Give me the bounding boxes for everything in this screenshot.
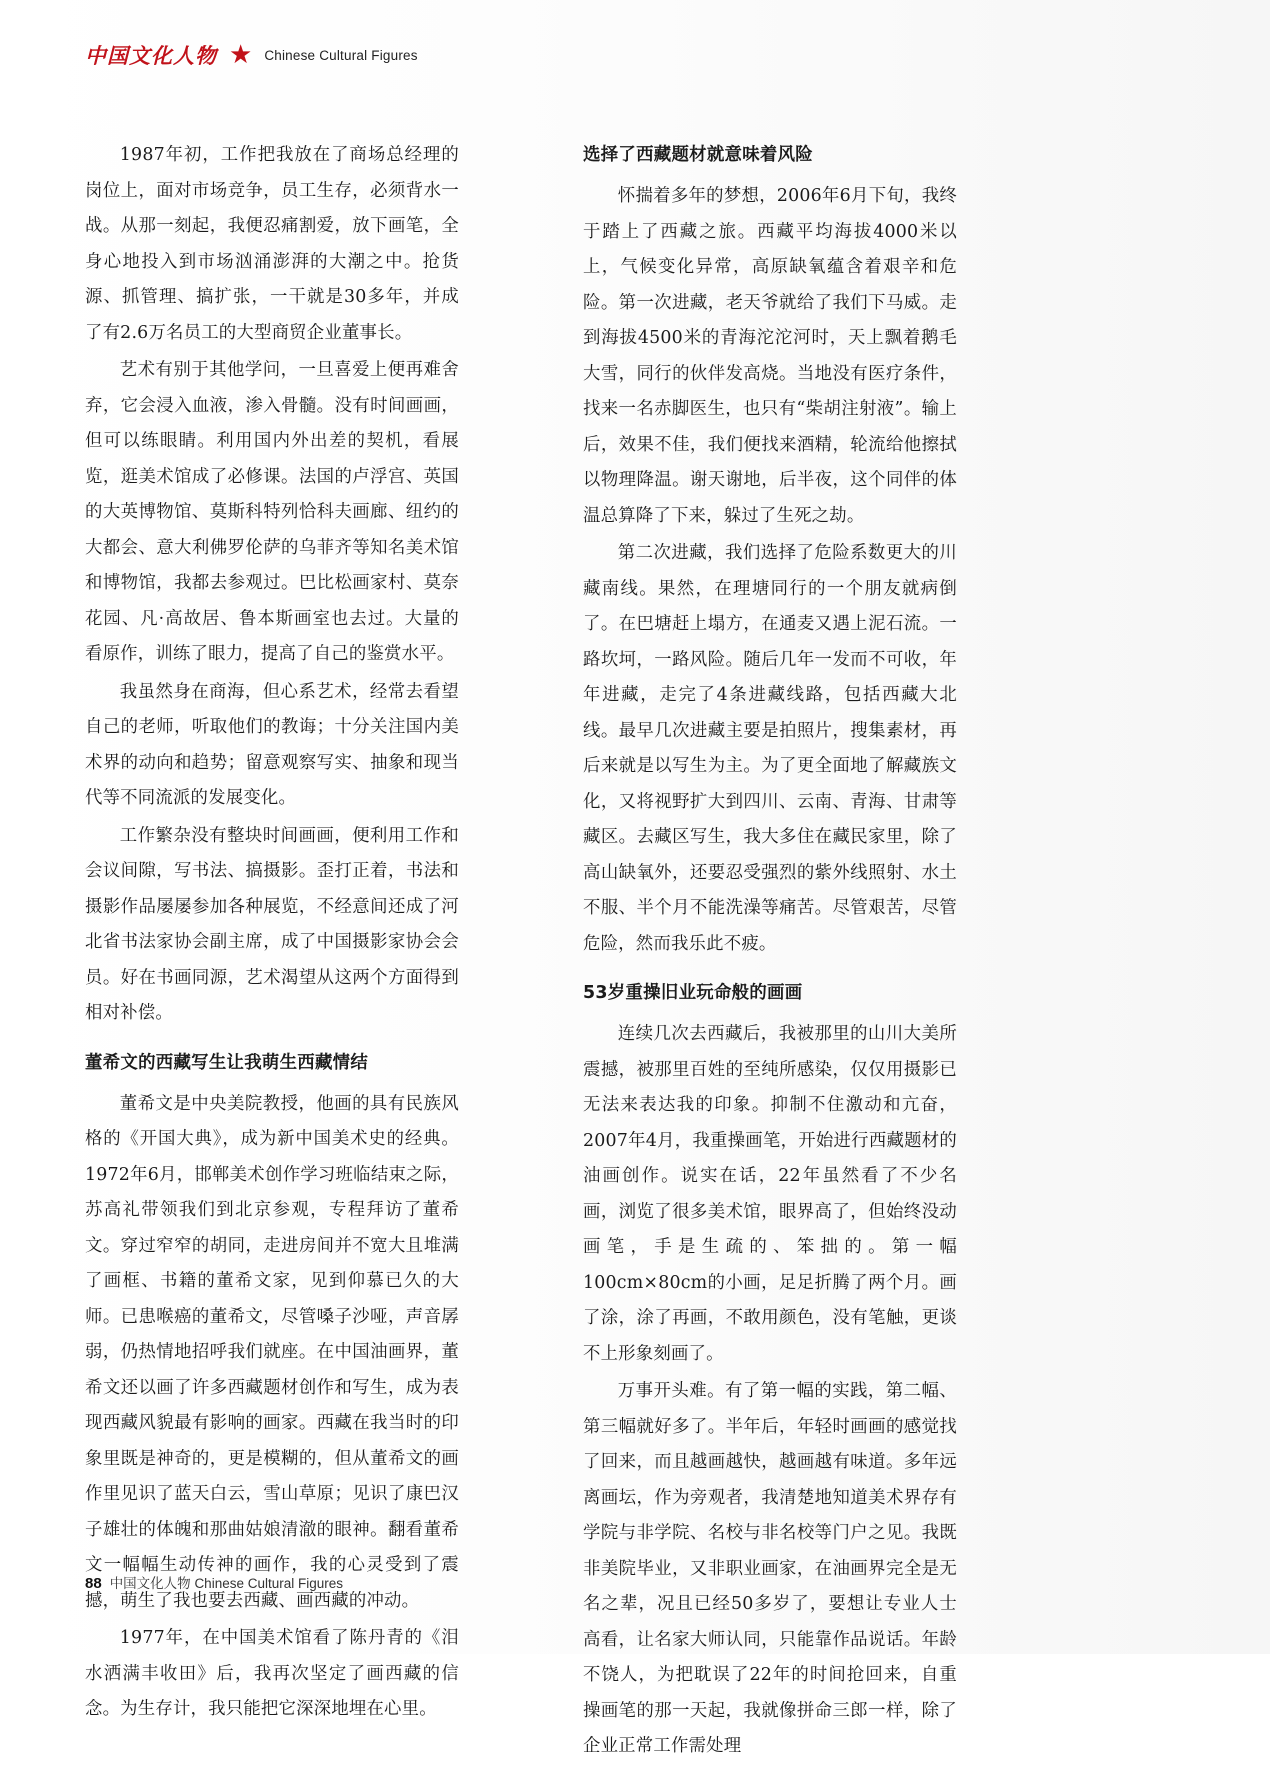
article-body	[85, 138, 1185, 1767]
paragraph: 第二次进藏，我们选择了危险系数更大的川藏南线。果然，在理塘同行的一个朋友就病倒了。在巴塘赶上塌方，在通麦又遇上泥石流。一路坎坷，一路风险。随后几年一发而不可收，年年进藏，走完了4条进藏线路，包括西藏大北线。最早几次进藏主要是拍照片，搜集素材，再后来就是以写生为主。为了更全面地了解藏族文化，又将视野扩大到四川、云南、青海、甘肃等藏区。去藏区写生，我大多住在藏民家里，除了高山缺氧外，还要忍受强烈的紫外线照射、水土不服、半个月不能洗澡等痛苦。尽管艰苦，尽管危险，然而我乐此不疲。	[583, 543, 957, 954]
brand-logo-english: Chinese Cultural Figures	[264, 47, 418, 63]
paragraph: 1987年初，工作把我放在了商场总经理的岗位上，面对市场竞争，员工生存，必须背水一战。从那一刻起，我便忍痛割爱，放下画笔，全身心地投入到市场汹涌澎湃的大潮之中。抢货源、抓管理、搞扩张，一干就是30多年，并成了有2.6万名员工的大型商贸企业董事长。	[85, 145, 459, 343]
footer-text: 中国文化人物 Chinese Cultural Figures	[109, 1576, 344, 1591]
section-heading-tibet-risk: 选择了西藏题材就意味着风险	[583, 145, 813, 165]
paragraph: 董希文是中央美院教授，他画的具有民族风格的《开国大典》，成为新中国美术史的经典。1972年6月，邯郸美术创作学习班临结束之际，苏高礼带领我们到北京参观，专程拜访了董希文。穿过窄窄的胡同，走进房间并不宽大且堆满了画框、书籍的董希文家，见到仰慕已久的大师。已患喉癌的董希文，尽管嗓子沙哑，声音孱弱，仍热情地招呼我们就座。在中国油画界，董希文还以画了许多西藏题材创作和写生，成为表现西藏风貌最有影响的画家。西藏在我当时的印象里既是神奇的，更是模糊的，但从董希文的画作里见识了蓝天白云，雪山草原；见识了康巴汉子雄壮的体魄和那曲姑娘清澈的眼神。翻看董希文一幅幅生动传神的画作，我的心灵受到了震撼，萌生了我也要去西藏、画西藏的冲动。	[85, 1093, 459, 1611]
paragraph: 我虽然身在商海，但心系艺术，经常去看望自己的老师，听取他们的教诲；十分关注国内美术界的动向和趋势；留意观察写实、抽象和现当代等不同流派的发展变化。	[85, 681, 459, 808]
page-footer	[85, 1572, 343, 1592]
brand-logo-chinese: 中国文化人物	[85, 43, 217, 68]
paragraph: 连续几次去西藏后，我被那里的山川大美所震撼，被那里百姓的至纯所感染，仅仅用摄影已无法来表达我的印象。抑制不住激动和亢奋，2007年4月，我重操画笔，开始进行西藏题材的油画创作。说实在话，22年虽然看了不少名画，浏览了很多美术馆，眼界高了，但始终没动画笔，手是生疏的、笨拙的。第一幅100cm×80cm的小画，足足折腾了两个月。画了涂，涂了再画，不敢用颜色，没有笔触，更谈不上形象刻画了。	[583, 1024, 957, 1364]
paragraph: 工作繁杂没有整块时间画画，便利用工作和会议间隙，写书法、搞摄影。歪打正着，书法和摄影作品屡屡参加各种展览，不经意间还成了河北省书法家协会副主席，成了中国摄影家协会会员。好在书画同源，艺术渴望从这两个方面得到相对补偿。	[85, 825, 459, 1023]
right-column	[583, 138, 957, 1767]
star-icon: ★	[229, 40, 253, 69]
paragraph: 怀揣着多年的梦想，2006年6月下旬，我终于踏上了西藏之旅。西藏平均海拔4000米以上，气候变化异常，高原缺氧蕴含着艰辛和危险。第一次进藏，老天爷就给了我们下马威。走到海拔4500米的青海沱沱河时，天上飘着鹅毛大雪，同行的伙伴发高烧。当地没有医疗条件，找来一名赤脚医生，也只有“柴胡注射液”。输上后，效果不佳，我们便找来酒精，轮流给他擦拭以物理降温。谢天谢地，后半夜，这个同伴的体温总算降了下来，躲过了生死之劫。	[583, 186, 957, 526]
left-column	[85, 138, 459, 1767]
paragraph: 1977年，在中国美术馆看了陈丹青的《泪水洒满丰收田》后，我再次坚定了画西藏的信念。为生存计，我只能把它深深地埋在心里。	[85, 1628, 459, 1719]
paragraph: 艺术有别于其他学问，一旦喜爱上便再难舍弃，它会浸入血液，渗入骨髓。没有时间画画，但可以练眼睛。利用国内外出差的契机，看展览，逛美术馆成了必修课。法国的卢浮宫、英国的大英博物馆、莫斯科特列恰科夫画廊、纽约的大都会、意大利佛罗伦萨的乌菲齐等知名美术馆和博物馆，我都去参观过。巴比松画家村、莫奈花园、凡·高故居、鲁本斯画室也去过。大量的看原作，训练了眼力，提高了自己的鉴赏水平。	[85, 360, 459, 664]
section-heading-dongxiwen: 董希文的西藏写生让我萌生西藏情结	[85, 1052, 369, 1073]
page-number: 88	[85, 1575, 102, 1592]
paragraph: 万事开头难。有了第一幅的实践，第二幅、第三幅就好多了。半年后，年轻时画画的感觉找了回来，而且越画越快，越画越有味道。多年远离画坛，作为旁观者，我清楚地知道美术界存有学院与非学院、名校与非名校等门户之见。我既非美院毕业，又非职业画家，在油画界完全是无名之辈，况且已经50多岁了，要想让专业人士高看，让名家大师认同，只能靠作品说话。年龄不饶人，为把耽误了22年的时间抢回来，自重操画笔的那一天起，我就像拼命三郎一样，除了企业正常工作需处理	[583, 1381, 957, 1756]
page-header	[85, 40, 418, 70]
section-heading-age-53: 53岁重操旧业玩命般的画画	[583, 983, 803, 1003]
